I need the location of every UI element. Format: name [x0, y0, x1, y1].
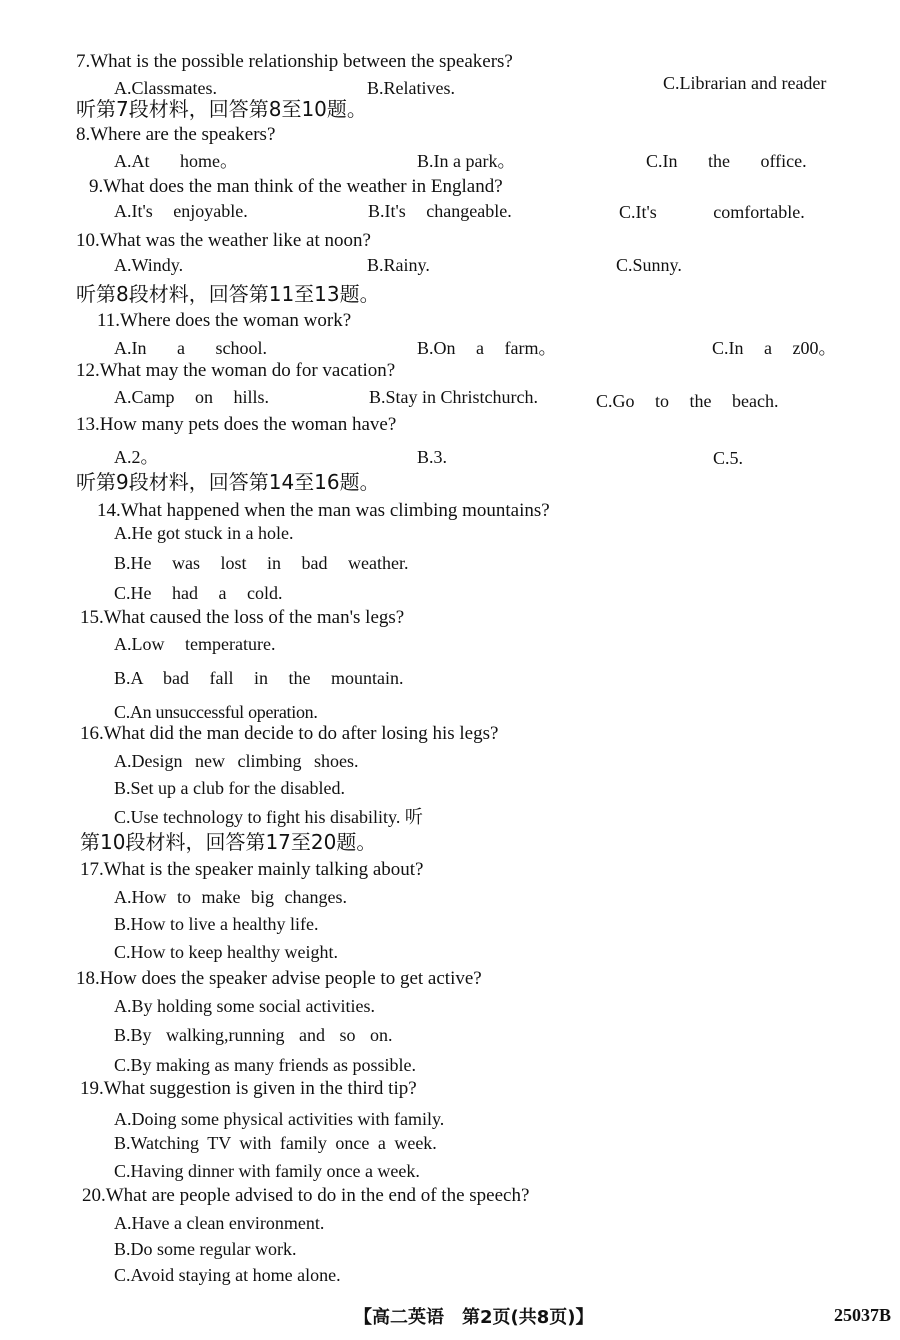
- q16-option-c: C.Use technology to fight his disability. 听: [114, 807, 423, 827]
- q18-option-a: A.By holding some social activities.: [114, 996, 375, 1016]
- q11-option-a: A.In a school.: [114, 338, 267, 358]
- question-19: 19.What suggestion is given in the third tip?: [80, 1078, 417, 1099]
- q10-option-c: C.Sunny.: [616, 255, 682, 275]
- q17-option-b: B.How to live a healthy life.: [114, 914, 319, 934]
- page-footer: 【高二英语 第2页(共8页)】: [354, 1307, 594, 1328]
- question-20: 20.What are people advised to do in the end of the speech?: [82, 1185, 530, 1206]
- q14-option-a: A.He got stuck in a hole.: [114, 523, 294, 543]
- q18-option-c: C.By making as many friends as possible.: [114, 1055, 416, 1075]
- q19-option-c: C.Having dinner with family once a week.: [114, 1161, 420, 1181]
- q20-option-a: A.Have a clean environment.: [114, 1213, 325, 1233]
- q17-option-c: C.How to keep healthy weight.: [114, 942, 338, 962]
- q20-option-b: B.Do some regular work.: [114, 1239, 297, 1259]
- q10-option-a: A.Windy.: [114, 255, 184, 275]
- question-7: 7.What is the possible relationship between the speakers?: [76, 51, 513, 72]
- q8-option-a: A.At home。: [114, 151, 238, 171]
- q14-option-b: B.He was lost in bad weather.: [114, 553, 409, 573]
- question-12: 12.What may the woman do for vacation?: [76, 360, 396, 381]
- q7-option-b: B.Relatives.: [367, 78, 455, 98]
- q16-option-a: A.Design new climbing shoes.: [114, 751, 359, 771]
- q14-option-c: C.He had a cold.: [114, 583, 283, 603]
- q7-option-c: C.Librarian and reader: [663, 73, 827, 93]
- q13-option-c: C.5.: [713, 448, 744, 468]
- q12-option-a: A.Camp on hills.: [114, 387, 270, 407]
- section-10-instruction: 第10段材料，回答第17至20题。: [80, 830, 377, 854]
- q8-option-c: C.In the office.: [646, 151, 807, 171]
- q11-option-c: C.In a z00。: [712, 338, 837, 358]
- question-13: 13.How many pets does the woman have?: [76, 414, 397, 435]
- q12-option-b: B.Stay in Christchurch.: [369, 387, 538, 407]
- q9-option-b: B.It's changeable.: [368, 201, 512, 221]
- q11-option-b: B.On a farm。: [417, 338, 557, 358]
- question-14: 14.What happened when the man was climbing mountains?: [97, 500, 550, 521]
- q19-option-b: B.Watching TV with family once a week.: [114, 1133, 437, 1153]
- q19-option-a: A.Doing some physical activities with family.: [114, 1109, 445, 1129]
- section-8-instruction: 听第8段材料，回答第11至13题。: [76, 282, 380, 306]
- q15-option-c: C.An unsuccessful operation.: [114, 702, 318, 722]
- exam-code: 25037B: [834, 1305, 892, 1325]
- question-15: 15.What caused the loss of the man's legs?: [80, 607, 405, 628]
- q10-option-b: B.Rainy.: [367, 255, 430, 275]
- q18-option-b: B.By walking,running and so on.: [114, 1025, 393, 1045]
- question-9: 9.What does the man think of the weather in England?: [89, 176, 503, 197]
- question-17: 17.What is the speaker mainly talking about?: [80, 859, 424, 880]
- section-7-instruction: 听第7段材料，回答第8至10题。: [76, 97, 367, 121]
- q16-option-b: B.Set up a club for the disabled.: [114, 778, 345, 798]
- q7-option-a: A.Classmates.: [114, 78, 217, 98]
- q12-option-c: C.Go to the beach.: [596, 391, 779, 411]
- question-10: 10.What was the weather like at noon?: [76, 230, 371, 251]
- q9-option-c: C.It's comfortable.: [619, 202, 805, 222]
- q13-option-a: A.2。: [114, 447, 159, 467]
- question-18: 18.How does the speaker advise people to get active?: [76, 968, 482, 989]
- q13-option-b: B.3.: [417, 447, 448, 467]
- q8-option-b: B.In a park。: [417, 151, 516, 171]
- q15-option-a: A.Low temperature.: [114, 634, 276, 654]
- q20-option-c: C.Avoid staying at home alone.: [114, 1265, 341, 1285]
- q17-option-a: A.How to make big changes.: [114, 887, 347, 907]
- q9-option-a: A.It's enjoyable.: [114, 201, 248, 221]
- q15-option-b: B.A bad fall in the mountain.: [114, 668, 404, 688]
- section-9-instruction: 听第9段材料，回答第14至16题。: [76, 470, 380, 494]
- question-8: 8.Where are the speakers?: [76, 124, 276, 145]
- question-11: 11.Where does the woman work?: [97, 310, 352, 331]
- question-16: 16.What did the man decide to do after losing his legs?: [80, 723, 499, 744]
